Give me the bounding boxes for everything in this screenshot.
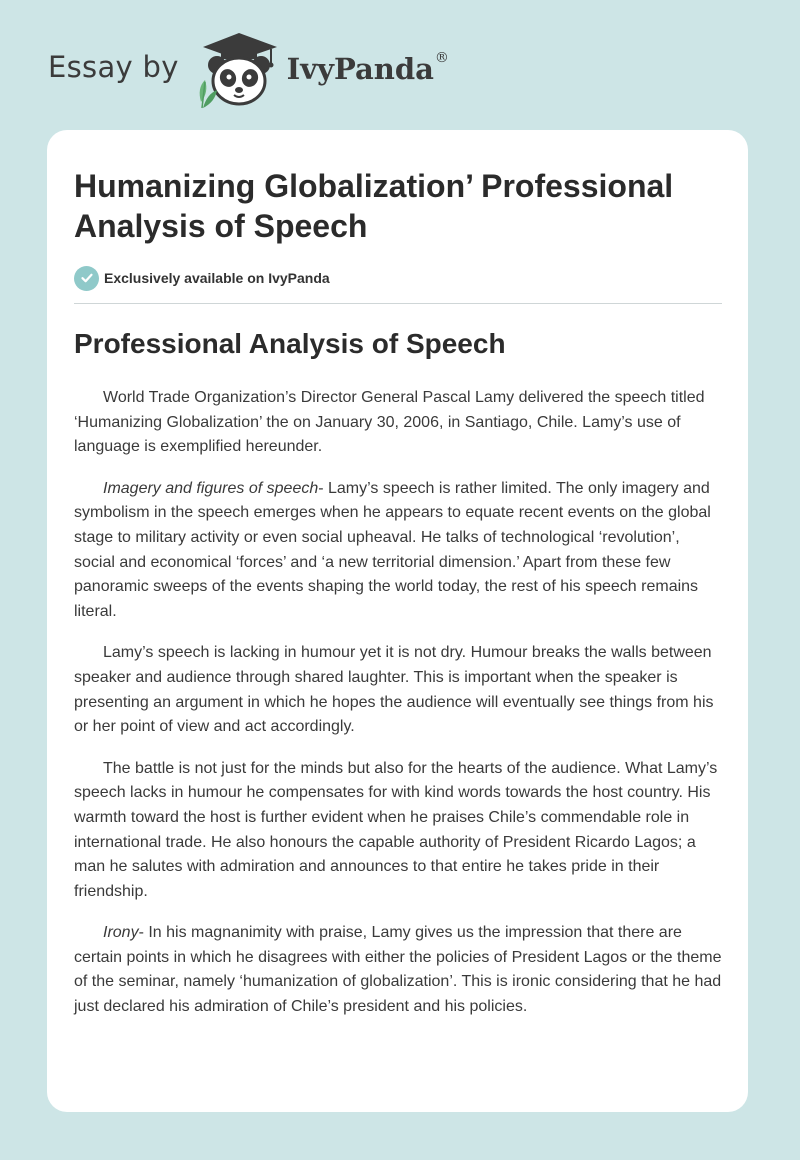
article-title: Humanizing Globalization’ Professional Analysis of Speech — [74, 168, 674, 244]
badge-text: Exclusively available on IvyPanda — [104, 270, 330, 286]
logo-brand: IvyPanda® — [286, 50, 449, 86]
paragraph: Imagery and figures of speech- Lamy’s speech is rather limited. The only imagery and symbolism in the speech emerges when he appears to equate recent events on the global stage to military activity or even social upheaval. He talks of technological ‘revolution’, social and economical ‘forces’ and ‘a new territorial dimension.’ Apart from these few panoramic sweeps of the events shaping the world today, the rest of his speech remains literal. — [74, 479, 711, 620]
paragraph: World Trade Organization’s Director General Pascal Lamy delivered the speech titled ‘Humanizing Globalization’ the on January 30, 2006, in Santiago, Chile. Lamy’s use of language is exemplified hereunder. — [74, 389, 705, 456]
paragraph: The battle is not just for the minds but also for the hearts of the audience. What Lamy’s speech lacks in humour he compensates for with kind words towards the host country. His warmth toward the host is further evident when he praises Chile’s commendable role in international trade. He also honours the capable authority of President Ricardo Lagos; a man he salutes with admiration and announces to that entire he takes pride in their friendship. — [74, 759, 718, 900]
paragraph: Lamy’s speech is lacking in humour yet it is not dry. Humour breaks the walls between speaker and audience through shared laughter. This is important when the speaker is presenting an argument in which he hopes the audience will eventually see things from his or her point of view and act accordingly. — [74, 644, 714, 736]
panda-graduate-icon — [193, 30, 285, 110]
logo-prefix: Essay by — [48, 50, 179, 84]
article-card — [47, 130, 748, 1112]
site-logo[interactable] — [48, 30, 449, 110]
article-body — [74, 386, 724, 1037]
site-header — [0, 0, 800, 120]
check-icon — [74, 266, 99, 291]
section-heading: Professional Analysis of Speech — [74, 328, 506, 359]
divider — [74, 303, 722, 304]
paragraph: Irony- In his magnanimity with praise, Lamy gives us the impression that there are certain points in which he disagrees with either the policies of President Lagos or the theme of the seminar, namely ‘humanization of globalization’. This is ironic considering that he had just declared his admiration of Chile’s president and his policies. — [74, 924, 722, 1016]
exclusive-badge — [74, 265, 330, 291]
